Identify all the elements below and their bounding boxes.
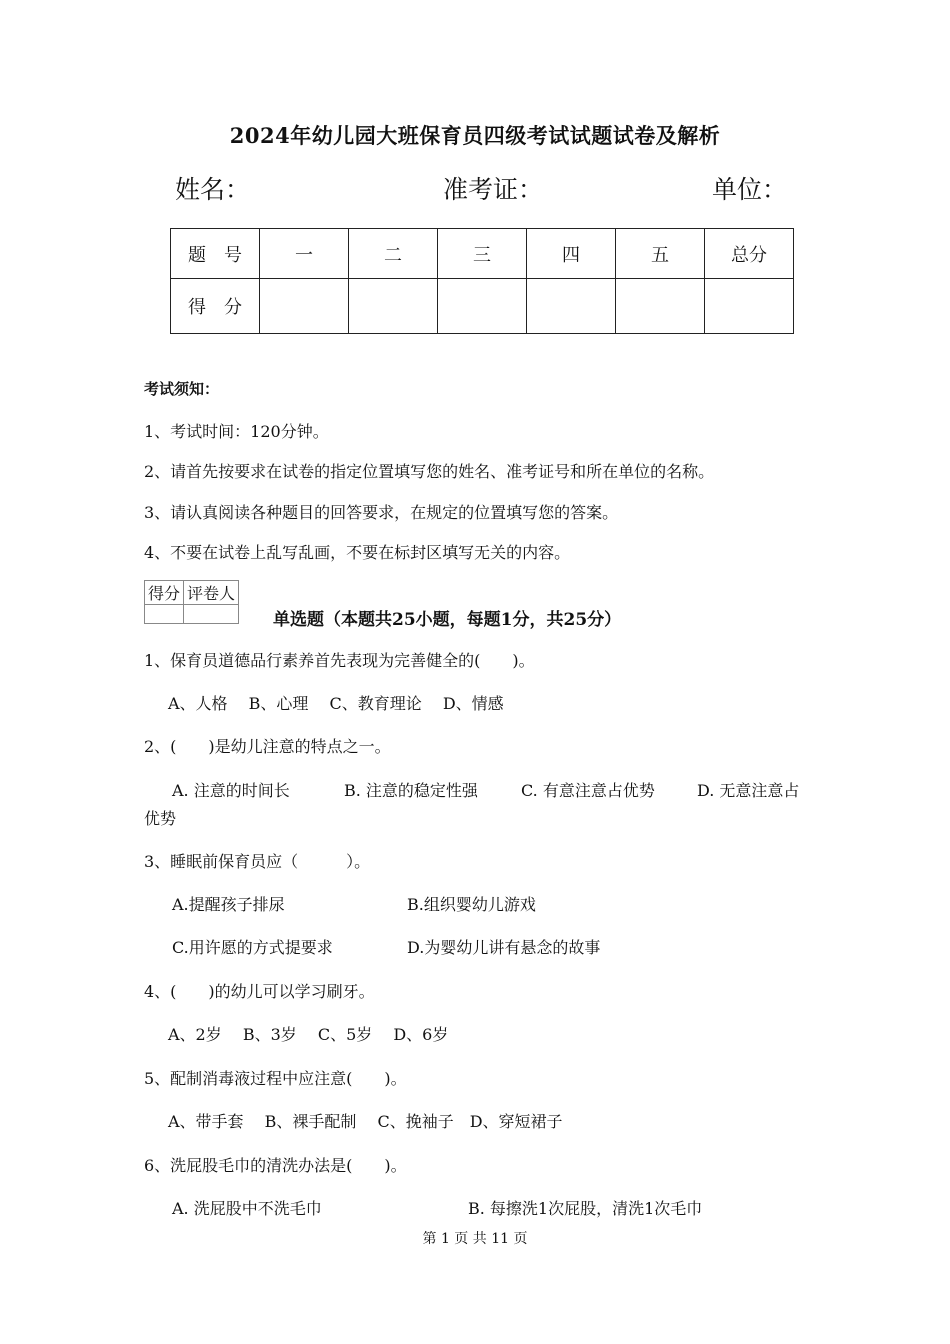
option-a: A. 洗屁股中不洗毛巾 bbox=[172, 1199, 322, 1218]
score-table-cell: 五 bbox=[616, 229, 705, 279]
page-footer: 第 1 页 共 11 页 bbox=[422, 1231, 528, 1247]
score-table-cell: 一 bbox=[260, 229, 349, 279]
score-table-cell: 题 号 bbox=[171, 229, 260, 279]
question-stem: 5、配制消毒液过程中应注意( )。 bbox=[144, 1069, 407, 1088]
question-stem: 2、( )是幼儿注意的特点之一。 bbox=[144, 737, 391, 756]
option-b: B. 注意的稳定性强 bbox=[344, 781, 478, 800]
score-entry-cell[interactable] bbox=[527, 279, 616, 334]
grader-name-cell[interactable] bbox=[184, 605, 239, 624]
score-table-score-row bbox=[171, 279, 794, 334]
option-d: D. 无意注意占 bbox=[697, 781, 800, 800]
notice-heading: 考试须知： bbox=[144, 380, 220, 398]
score-entry-cell[interactable] bbox=[438, 279, 527, 334]
score-table bbox=[170, 228, 794, 334]
question-options: A、2岁 B、3岁 C、5岁 D、6岁 bbox=[168, 1025, 449, 1044]
question-stem: 6、洗屁股毛巾的清洗办法是( )。 bbox=[144, 1156, 407, 1175]
score-table-cell: 三 bbox=[438, 229, 527, 279]
exam-id-field-label: 准考证： bbox=[443, 175, 544, 204]
grader-score-label: 得分 bbox=[145, 581, 184, 605]
question-options: A、人格 B、心理 C、教育理论 D、情感 bbox=[168, 694, 504, 713]
score-table-cell: 四 bbox=[527, 229, 616, 279]
unit-field-label: 单位： bbox=[712, 175, 788, 204]
grader-name-label: 评卷人 bbox=[184, 581, 239, 605]
question-stem: 1、保育员道德品行素养首先表现为完善健全的( )。 bbox=[144, 651, 535, 670]
notice-item: 1、考试时间：120分钟。 bbox=[144, 422, 329, 441]
question-stem: 4、( )的幼儿可以学习刷牙。 bbox=[144, 982, 375, 1001]
option-d-continued: 优势 bbox=[144, 809, 177, 828]
grader-score-cell[interactable] bbox=[145, 605, 184, 624]
document-title: 2024年幼儿园大班保育员四级考试试题试卷及解析 bbox=[229, 123, 721, 148]
score-entry-cell[interactable] bbox=[705, 279, 794, 334]
option-c: C. 有意注意占优势 bbox=[521, 781, 655, 800]
option-d: D.为婴幼儿讲有悬念的故事 bbox=[407, 938, 601, 957]
name-field-label: 姓名： bbox=[175, 175, 251, 204]
question-stem: 3、睡眠前保育员应（ ）。 bbox=[144, 852, 371, 871]
question-options: A、带手套 B、裸手配制 C、挽袖子 D、穿短裙子 bbox=[168, 1112, 563, 1131]
option-b: B.组织婴幼儿游戏 bbox=[407, 895, 536, 914]
score-table-cell: 总分 bbox=[705, 229, 794, 279]
score-entry-cell[interactable] bbox=[349, 279, 438, 334]
score-entry-cell[interactable] bbox=[260, 279, 349, 334]
score-table-cell: 二 bbox=[349, 229, 438, 279]
grader-box bbox=[144, 580, 239, 624]
option-b: B. 每擦洗1次屁股，清洗1次毛巾 bbox=[468, 1199, 703, 1218]
notice-item: 3、请认真阅读各种题目的回答要求，在规定的位置填写您的答案。 bbox=[144, 503, 619, 522]
notice-item: 4、不要在试卷上乱写乱画，不要在标封区填写无关的内容。 bbox=[144, 543, 571, 562]
score-entry-cell[interactable] bbox=[616, 279, 705, 334]
option-a: A. 注意的时间长 bbox=[172, 781, 290, 800]
score-table-header-row bbox=[171, 229, 794, 279]
score-table-cell: 得 分 bbox=[171, 279, 260, 334]
option-a: A.提醒孩子排尿 bbox=[172, 895, 285, 914]
section-title: 单选题（本题共25小题，每题1分，共25分） bbox=[273, 610, 622, 630]
option-c: C.用许愿的方式提要求 bbox=[172, 938, 333, 957]
notice-item: 2、请首先按要求在试卷的指定位置填写您的姓名、准考证号和所在单位的名称。 bbox=[144, 462, 715, 481]
